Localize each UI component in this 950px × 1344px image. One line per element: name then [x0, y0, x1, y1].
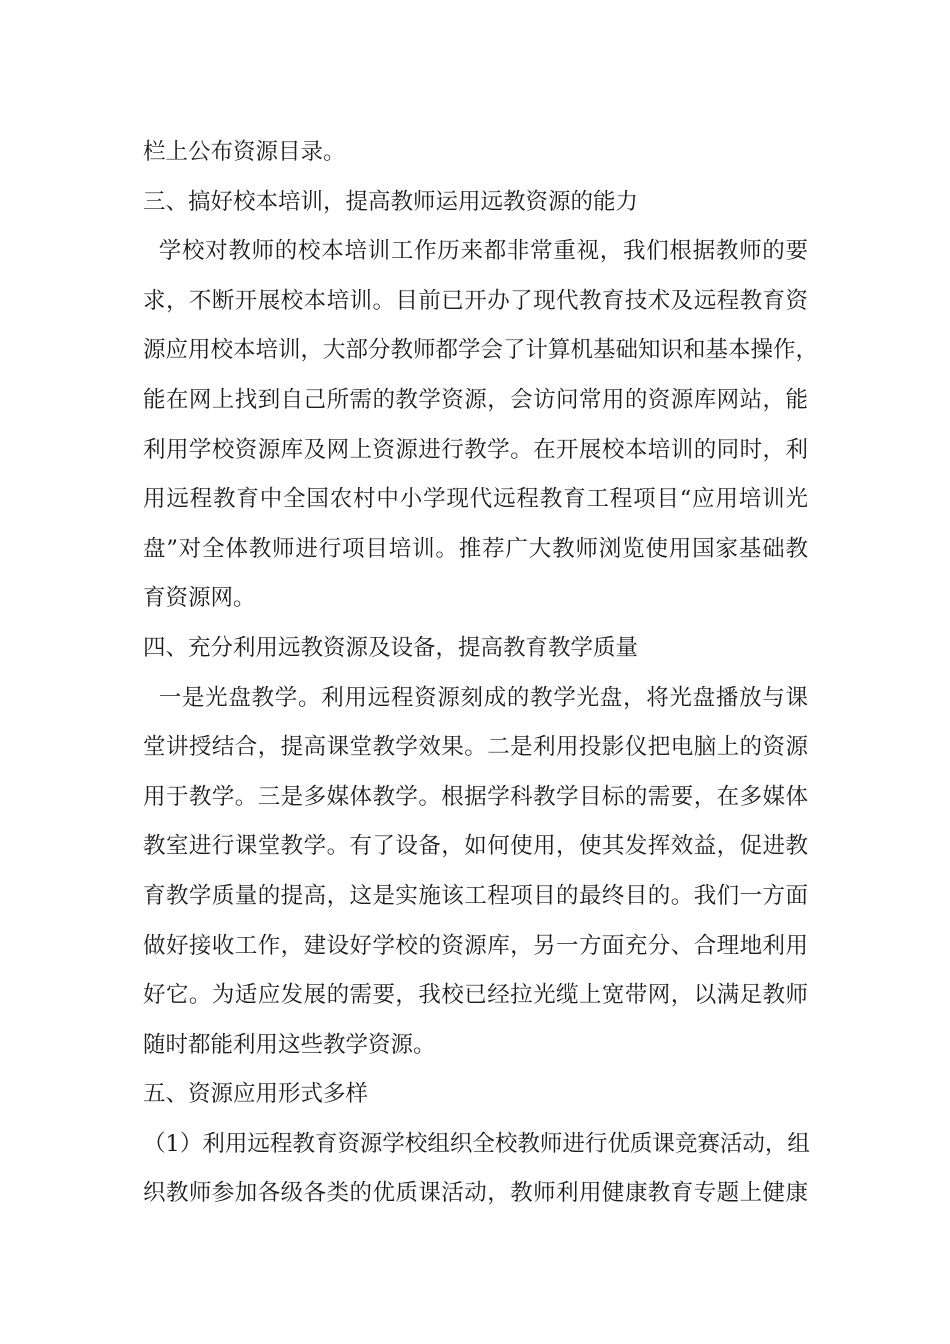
paragraph-line-last: 随时都能利用这些教学资源。: [143, 1031, 436, 1058]
paragraph-line: 用于教学。三是多媒体教学。根据学科教学目标的需要，在多媒体: [143, 783, 808, 810]
paragraph-line: 利用学校资源库及网上资源进行教学。在开展校本培训的同时，利: [143, 436, 808, 463]
paragraph-line: 求，不断开展校本培训。目前已开办了现代教育技术及远程教育资: [143, 287, 808, 314]
section-heading-5: 五、资源应用形式多样: [143, 1081, 369, 1108]
paragraph-line: 织教师参加各级各类的优质课活动，教师利用健康教育专题上健康: [143, 1180, 808, 1207]
paragraph-line: 学校对教师的校本培训工作历来都非常重视，我们根据教师的要: [143, 238, 808, 265]
paragraph-line: 能在网上找到自己所需的教学资源，会访问常用的资源库网站，能: [143, 386, 808, 413]
section-heading-3: 三、搞好校本培训，提高教师运用远教资源的能力: [143, 188, 639, 215]
section-heading-4: 四、充分利用远教资源及设备，提高教育教学质量: [143, 634, 639, 661]
paragraph-line: 好它。为适应发展的需要，我校已经拉光缆上宽带网，以满足教师: [143, 982, 808, 1009]
paragraph-line: 育教学质量的提高，这是实施该工程项目的最终目的。我们一方面: [143, 882, 808, 909]
paragraph-line: （1）利用远程教育资源学校组织全校教师进行优质课竞赛活动，组: [143, 1130, 810, 1157]
paragraph-line: 源应用校本培训，大部分教师都学会了计算机基础知识和基本操作，: [143, 337, 819, 364]
paragraph-line: 用远程教育中全国农村中小学现代远程教育工程项目“应用培训光: [143, 486, 808, 513]
text-line-continuation: 栏上公布资源目录。: [143, 139, 346, 165]
paragraph-line-last: 育资源网。: [143, 585, 256, 612]
paragraph-line: 堂讲授结合，提高课堂教学效果。二是利用投影仪把电脑上的资源: [143, 734, 808, 761]
paragraph-line: 盘”对全体教师进行项目培训。推荐广大教师浏览使用国家基础教: [143, 535, 808, 562]
paragraph-line: 一是光盘教学。利用远程资源刻成的教学光盘，将光盘播放与课: [143, 684, 808, 711]
paragraph-line: 做好接收工作，建设好学校的资源库，另一方面充分、合理地利用: [143, 932, 808, 959]
paragraph-line: 教室进行课堂教学。有了设备，如何使用，使其发挥效益，促进教: [143, 833, 808, 860]
document-body: [143, 128, 819, 1219]
